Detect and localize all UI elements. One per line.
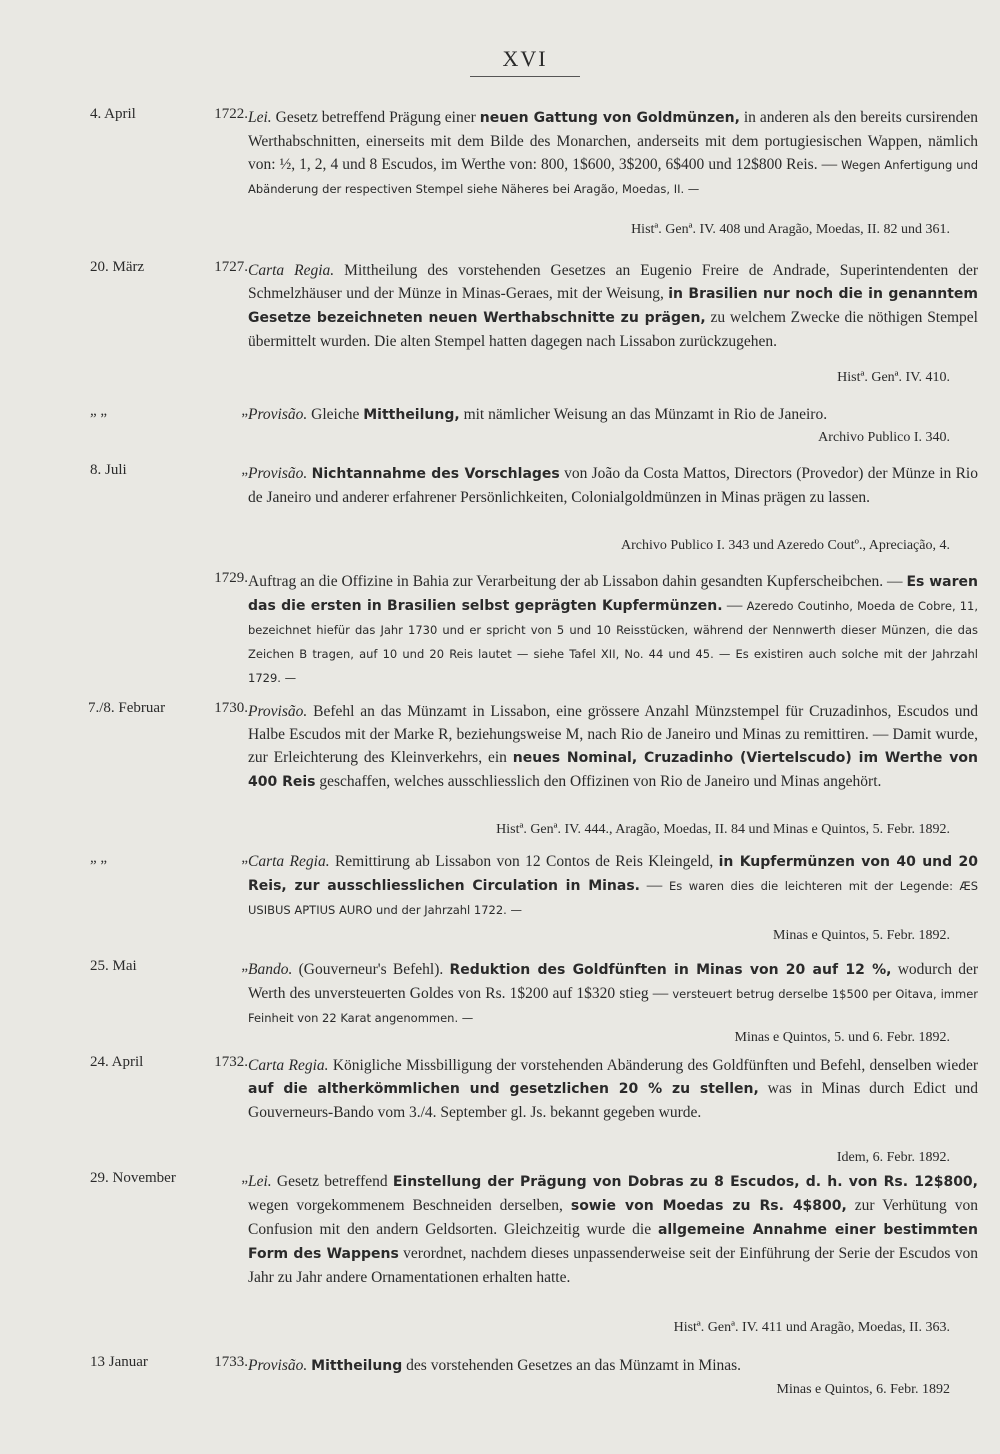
note-run: Es waren dies die leichteren mit der Legende: ÆS USIBUS APTIUS AURO und der Jahrzahl 1722. — xyxy=(248,879,978,917)
text-run: Gesetz betreffend Prägung einer xyxy=(271,109,480,126)
entry-type: Provisão. xyxy=(248,703,308,720)
text-run: wegen vorgekommenem Beschneiden derselben, xyxy=(248,1197,571,1214)
entry-text xyxy=(248,462,978,509)
text-run: verordnet, nachdem dieses unpassenderweise seit der Einführung der Serie der Escudos von Jahr zu Jahr andere Ornamentationen erhalten hatte. xyxy=(248,1245,979,1286)
entry-year: 1722. xyxy=(214,106,248,122)
entry-date: „ „ xyxy=(90,850,108,866)
entry-type: Carta Regia. xyxy=(248,1057,329,1074)
bold-run: Nichtannahme des Vorschlages xyxy=(311,466,560,482)
entry-year: „ xyxy=(241,958,248,974)
text-run: zu welchem Zwecke die nöthigen Stempel übermittelt wurden. Die alten Stempel hatten dagegen nach Lissabon zurückzugehen. xyxy=(248,309,978,350)
note-run: Wegen Anfertigung und Abänderung der respectiven Stempel siehe Näheres bei Aragão, Moedas, II. — xyxy=(248,158,978,196)
note-run: versteuert betrug derselbe 1$500 per Oitava, immer Feinheit von 22 Karat angenommen. — xyxy=(248,987,979,1025)
entry-date: „ „ xyxy=(90,403,108,419)
entry-text xyxy=(248,403,978,427)
text-run: Auftrag an die Offizine in Bahia zur Verarbeitung der ab Lissabon dahin gesandten Kupferscheibchen. — xyxy=(248,573,907,590)
entry-date: 4. April xyxy=(90,106,136,122)
entry-date: 24. April xyxy=(90,1054,144,1070)
entry-source: Minas e Quintos, 5. Febr. 1892. xyxy=(773,928,950,943)
entry-date: 20. März xyxy=(90,259,145,275)
entry-text xyxy=(248,958,978,1030)
text-run: mit nämlicher Weisung an das Münzamt in Rio de Janeiro. xyxy=(459,406,828,423)
bold-run: Reduktion des Goldfünften in Minas von 20 auf 12 %, xyxy=(449,962,892,978)
bold-run: sowie von Moedas zu Rs. 4$800, xyxy=(570,1198,847,1214)
bold-run: Mittheilung xyxy=(311,1358,403,1374)
entry-type: Provisão. xyxy=(248,406,308,423)
entry-source: Minas e Quintos, 6. Febr. 1892 xyxy=(776,1382,950,1397)
entry-year: 1730. xyxy=(214,700,248,716)
page-number: XVI xyxy=(470,46,580,77)
entry-date: 29. November xyxy=(90,1170,176,1186)
text-run: geschaffen, welches ausschliesslich den Offizinen von Rio de Janeiro und Minas angehört. xyxy=(315,773,882,790)
text-run: zur Verhütung von Confusion mit den andern Geldsorten. Gleichzeitig wurde die xyxy=(248,1197,978,1238)
entry-date: 7./8. Februar xyxy=(88,700,166,716)
entry-text xyxy=(248,1170,978,1289)
entry-source: Histª. Genª. IV. 408 und Aragão, Moedas, II. 82 und 361. xyxy=(631,222,950,237)
entry-year: 1727. xyxy=(214,259,248,275)
bold-run: Mittheilung, xyxy=(363,407,460,423)
entry-text xyxy=(248,259,978,353)
note-run: Azeredo Coutinho, Moeda de Cobre, 11, bezeichnet hiefür das Jahr 1730 und er spricht von 5 und 10 Reisstücken, während der Nennwerth dieser Münzen, die das Zeichen B tragen, auf 10 und 20 Reis lautet — siehe Tafel XII, No. 44 und 45. — Es existiren auch solche mit der Jahrzahl 1729. — xyxy=(248,599,978,685)
text-run: in anderen als den bereits cursirenden Werthabschnitten, einerseits mit dem Bilde des Monarchen, anderseits mit dem portugiesischen Wappen, nämlich von: ½, 1, 2, 4 und 8 Escudos, im Werthe von: 800, 1$600, 3$200, 6$400 und 12$800 Reis. — xyxy=(248,109,978,173)
bold-run: Es waren das die ersten in Brasilien selbst geprägten Kupfermünzen. xyxy=(248,574,978,614)
text-run: (Gouverneur's Befehl). xyxy=(292,961,450,978)
text-run: — xyxy=(639,877,669,894)
text-run: wodurch der Werth des unversteuerten Goldes von Rs. 1$200 auf 1$320 stieg — xyxy=(248,961,979,1002)
entry-source: Minas e Quintos, 5. und 6. Febr. 1892. xyxy=(734,1030,950,1045)
text-run: Königliche Missbilligung der vorstehenden Abänderung des Goldfünften und Befehl, denselben wieder xyxy=(328,1057,978,1074)
bold-run: auf die altherkömmlichen und gesetzlichen 20 % zu stellen, xyxy=(248,1081,759,1097)
entry-source: Archivo Publico I. 343 und Azeredo Coutº., Apreciação, 4. xyxy=(621,538,950,553)
entry-type: Carta Regia. xyxy=(248,853,330,870)
entry-text xyxy=(248,106,978,201)
entry-source: Histª. Genª. IV. 444., Aragão, Moedas, II. 84 und Minas e Quintos, 5. Febr. 1892. xyxy=(496,822,950,837)
text-run: Gesetz betreffend xyxy=(271,1173,393,1190)
bold-run: neuen Gattung von Goldmünzen, xyxy=(479,110,740,126)
entry-year: 1732. xyxy=(214,1054,248,1070)
text-run: des vorstehenden Gesetzes an das Münzamt in Minas. xyxy=(402,1357,742,1374)
entry-type: Provisão. xyxy=(248,1357,308,1374)
entry-year: 1733. xyxy=(214,1354,248,1370)
bold-run: in Brasilien nur noch die in genanntem Gesetze bezeichneten neuen Werthabschnitte zu prägen, xyxy=(248,286,978,326)
entry-date: 13 Januar xyxy=(90,1354,148,1370)
text-run: von João da Costa Mattos, Directors (Provedor) der Münze in Rio de Janeiro und anderer erfahrener Persönlichkeiten, Colonialgoldmünzen in Minas prägen zu lassen. xyxy=(248,465,978,506)
entry-text xyxy=(248,850,978,922)
text-run: Gleiche xyxy=(307,406,364,423)
entry-year: „ xyxy=(241,850,248,866)
entry-text xyxy=(248,570,978,690)
entry-type: Carta Regia. xyxy=(248,262,335,279)
entry-type: Provisão. xyxy=(248,465,308,482)
bold-run: allgemeine Annahme einer bestimmten Form des Wappens xyxy=(248,1222,978,1262)
text-run: — xyxy=(722,597,747,614)
entry-type: Lei. xyxy=(248,1173,272,1190)
entry-source: Histª. Genª. IV. 410. xyxy=(837,370,950,385)
entry-source: Idem, 6. Febr. 1892. xyxy=(836,1150,950,1165)
entry-source: Histª. Genª. IV. 411 und Aragão, Moedas, II. 363. xyxy=(673,1320,950,1335)
entry-text xyxy=(248,700,978,794)
entry-year: „ xyxy=(241,403,248,419)
entry-year: 1729. xyxy=(214,570,248,586)
entry-date: 8. Juli xyxy=(90,462,127,478)
text-run: Remittirung ab Lissabon von 12 Contos de Reis Kleingeld, xyxy=(329,853,719,870)
entry-type: Bando. xyxy=(248,961,293,978)
text-run: was in Minas durch Edict und Gouverneurs-Bando vom 3./4. September gl. Js. bekannt gegeben wurde. xyxy=(248,1080,978,1121)
text-run: Befehl an das Münzamt in Lissabon, eine grössere Anzahl Münzstempel für Cruzadinhos, Escudos und Halbe Escudos mit der Marke R, beziehungsweise M, nach Rio de Janeiro und Minas zu remittiren. — Damit wurde, zur Erleichterung des Kleinverkehrs, ein xyxy=(248,703,978,766)
entry-text xyxy=(248,1354,978,1378)
entry-year: „ xyxy=(241,462,248,478)
bold-run: in Kupfermünzen von 40 und 20 Reis, zur ausschliesslichen Circulation in Minas. xyxy=(248,854,978,894)
entry-year: „ xyxy=(241,1170,248,1186)
entry-text xyxy=(248,1054,978,1124)
bold-run: neues Nominal, Cruzadinho (Viertelscudo) im Werthe von 400 Reis xyxy=(248,750,978,790)
entry-date: 25. Mai xyxy=(90,958,137,974)
bold-run: Einstellung der Prägung von Dobras zu 8 Escudos, d. h. von Rs. 12$800, xyxy=(392,1174,978,1190)
entry-source: Archivo Publico I. 340. xyxy=(818,430,950,445)
text-run: Mittheilung des vorstehenden Gesetzes an Eugenio Freire de Andrade, Superintendenten der Schmelzhäuser und der Münze in Minas-Geraes, mit der Weisung, xyxy=(248,262,978,302)
entry-type: Lei. xyxy=(248,109,272,126)
